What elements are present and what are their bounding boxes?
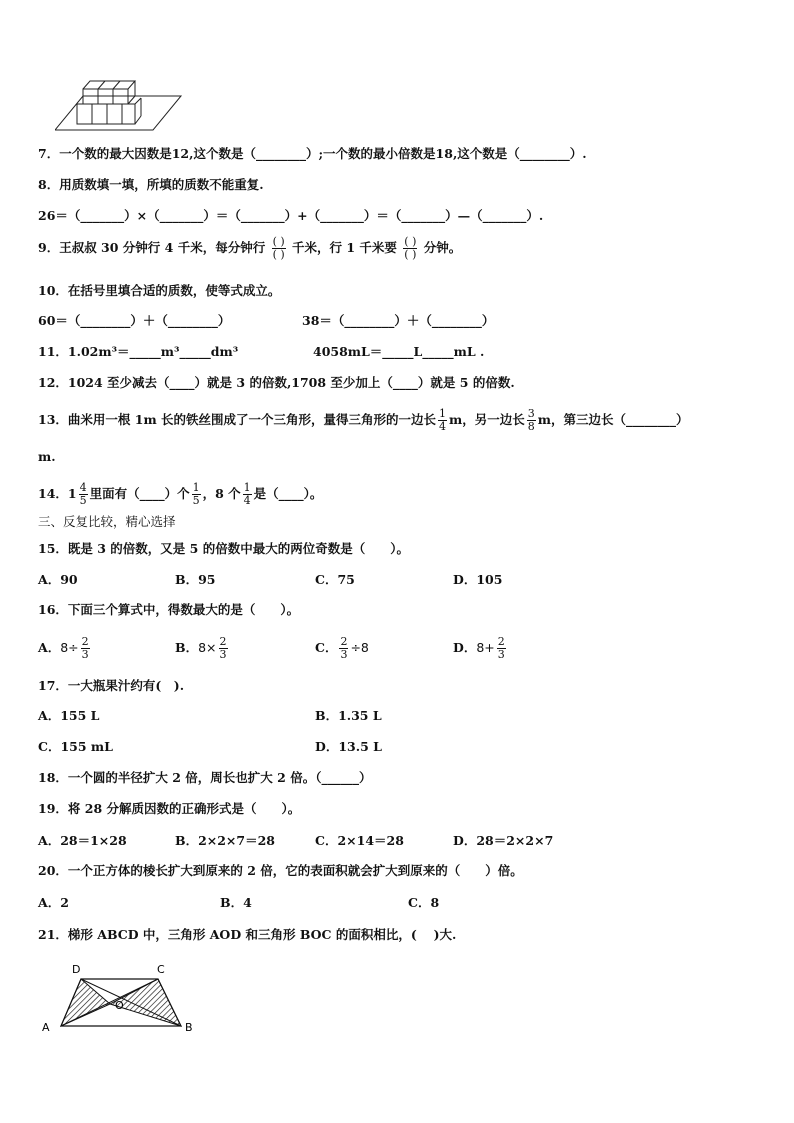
- label-c: C: [157, 963, 165, 976]
- question-8-equation: 26＝（_______）×（_______）＝（_______）+（_______）＝（_______）—（_______）.: [38, 208, 544, 223]
- question-16: 16．下面三个算式中，得数最大的是（ ）。: [38, 602, 300, 617]
- section-3-heading: 三、反复比较，精心选择: [38, 514, 176, 529]
- question-7: 7．一个数的最大因数是12,这个数是（________）;一个数的最小倍数是18,这个数是（________）.: [38, 146, 587, 161]
- question-8: 8．用质数填一填，所填的质数不能重复.: [38, 177, 264, 192]
- q16-option-a[interactable]: A．8÷ $\frac{2}{3}$: [38, 635, 89, 661]
- question-12: 12．1024 至少减去（____）就是 3 的倍数,1708 至少加上（____）就是 5 的倍数.: [38, 375, 515, 390]
- q20-option-b[interactable]: B．4: [220, 895, 252, 910]
- cube-figure: [55, 72, 185, 134]
- q16-option-b[interactable]: B．8× $\frac{2}{3}$: [175, 635, 227, 661]
- label-d: D: [72, 963, 81, 976]
- label-o: O: [115, 999, 124, 1012]
- q16-option-c[interactable]: C． $\frac{2}{3}$ ÷8: [315, 635, 369, 661]
- q17-option-c[interactable]: C．155 mL: [38, 739, 113, 754]
- question-14: 14．1 $\frac{4}{5}$ 里面有（____）个 $\frac{1}{5}$ ，8 个 $\frac{1}{4}$ 是（____）。: [38, 481, 323, 507]
- q17-option-a[interactable]: A．155 L: [38, 708, 100, 723]
- q20-option-c[interactable]: C．8: [408, 895, 440, 910]
- q15-option-c[interactable]: C．75: [315, 572, 355, 587]
- label-a: A: [42, 1021, 50, 1034]
- q19-option-c[interactable]: C．2×14＝28: [315, 833, 404, 848]
- question-13-unit: m.: [38, 449, 56, 464]
- question-10: 10．在括号里填合适的质数，使等式成立。: [38, 283, 281, 298]
- q17-option-b[interactable]: B．1.35 L: [315, 708, 382, 723]
- q15-option-d[interactable]: D．105: [453, 572, 503, 587]
- question-19: 19．将 28 分解质因数的正确形式是（ ）。: [38, 801, 301, 816]
- q19-option-a[interactable]: A．28＝1×28: [38, 833, 127, 848]
- question-15: 15．既是 3 的倍数，又是 5 的倍数中最大的两位奇数是（ ）。: [38, 541, 409, 556]
- q15-option-b[interactable]: B．95: [175, 572, 216, 587]
- blank-fraction[interactable]: $\frac{( )}{( )}$: [272, 235, 285, 261]
- question-17: 17．一大瓶果汁约有( ).: [38, 678, 185, 693]
- trapezoid-figure: [38, 960, 208, 1035]
- question-18: 18．一个圆的半径扩大 2 倍，周长也扩大 2 倍。（______）: [38, 770, 372, 785]
- question-21: 21．梯形 ABCD 中，三角形 AOD 和三角形 BOC 的面积相比，( )大.: [38, 927, 457, 942]
- question-10-a: 60＝（________）＋（________）: [38, 313, 231, 328]
- q17-option-d[interactable]: D．13.5 L: [315, 739, 382, 754]
- q19-option-d[interactable]: D．28＝2×2×7: [453, 833, 554, 848]
- blank-fraction[interactable]: $\frac{( )}{( )}$: [404, 235, 417, 261]
- q16-option-d[interactable]: D．8+ $\frac{2}{3}$: [453, 635, 505, 661]
- q20-option-a[interactable]: A．2: [38, 895, 69, 910]
- label-b: B: [185, 1021, 193, 1034]
- question-11-b: 4058mL＝_____L_____mL .: [313, 344, 485, 359]
- q19-option-b[interactable]: B．2×2×7＝28: [175, 833, 276, 848]
- question-11-a: 11．1.02m³＝_____m³_____dm³: [38, 344, 239, 359]
- question-10-b: 38＝（________）＋（________）: [302, 313, 495, 328]
- question-13: 13．曲米用一根 1m 长的铁丝围成了一个三角形，量得三角形的一边长 $\frac{1}{4}$ m，另一边长 $\frac{3}{8}$ m，第三边长（________）: [38, 407, 689, 433]
- question-20: 20．一个正方体的棱长扩大到原来的 2 倍，它的表面积就会扩大到原来的（ ）倍。: [38, 863, 523, 878]
- q15-option-a[interactable]: A．90: [38, 572, 78, 587]
- question-9: 9．王叔叔 30 分钟行 4 千米，每分钟行 $\frac{( )}{( )}$ 千米，行 1 千米要 $\frac{( )}{( )}$ 分钟。: [38, 235, 462, 261]
